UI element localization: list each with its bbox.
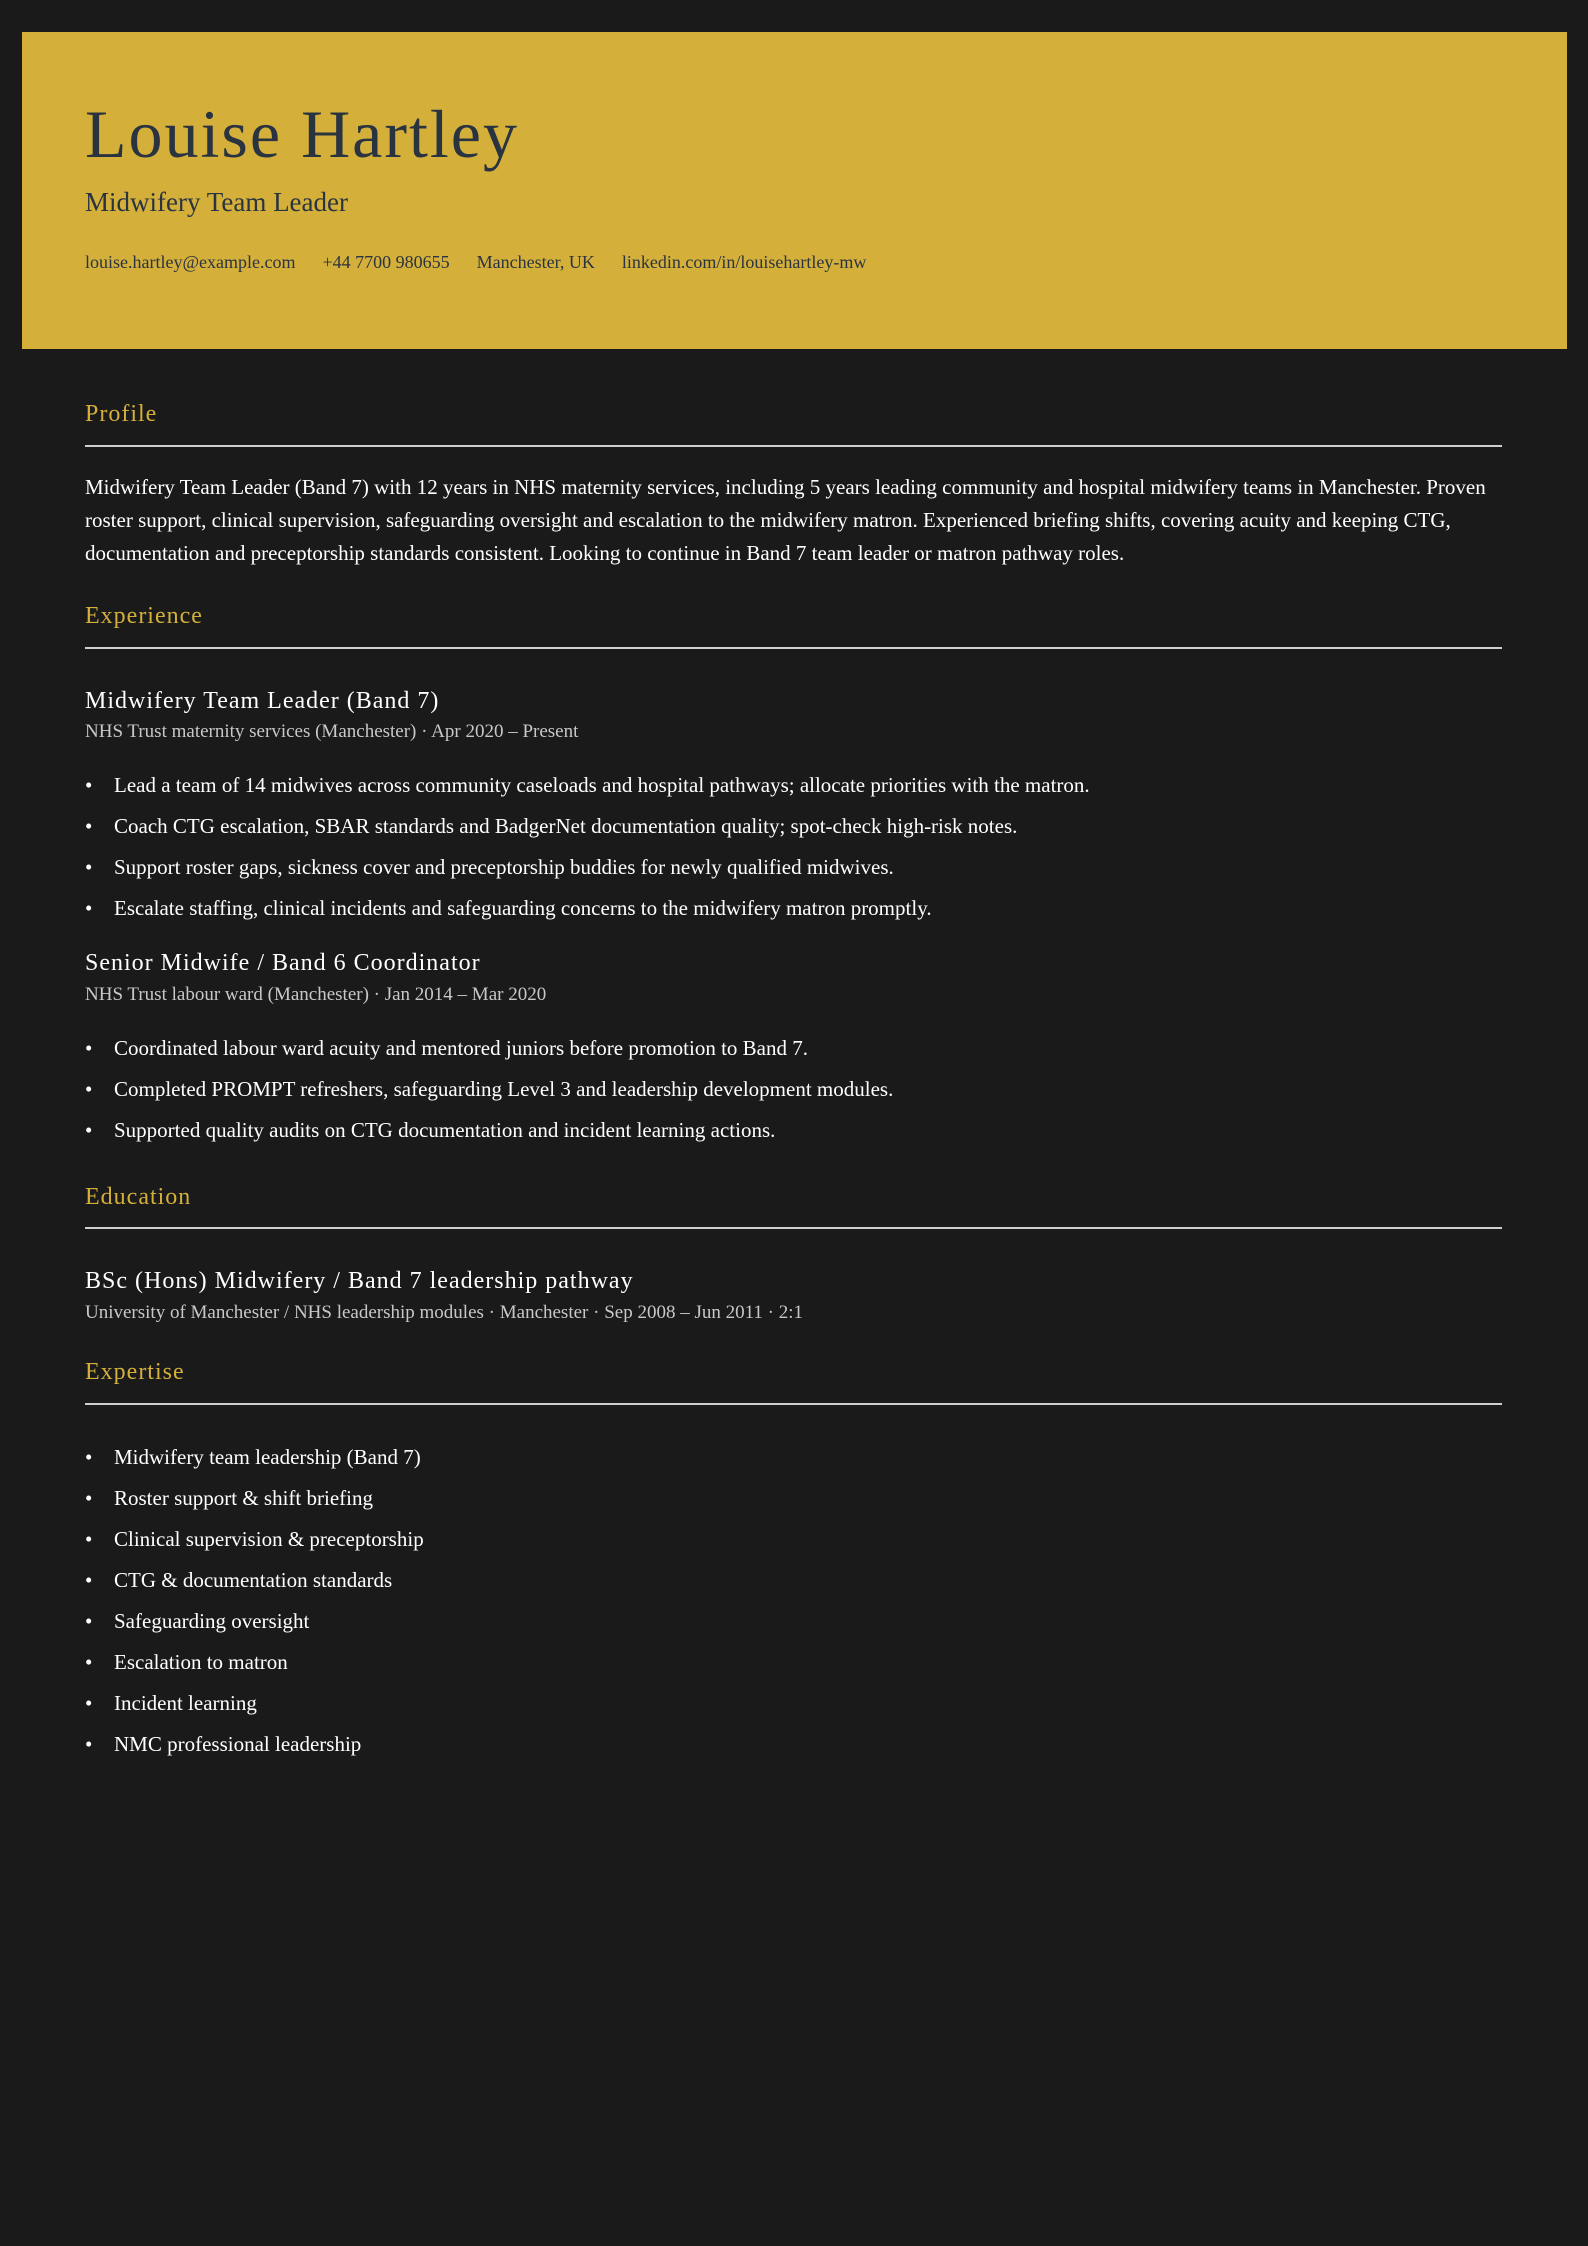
expertise-section <box>85 1358 1502 1765</box>
expertise-item: • Midwifery team leadership (Band 7) <box>85 1437 1502 1478</box>
job-title: Senior Midwife / Band 6 Coordinator <box>85 950 481 977</box>
expertise-item: • Escalation to matron <box>85 1642 1502 1683</box>
job-bullet: • Supported quality audits on CTG documentation and incident learning actions. <box>85 1110 1502 1151</box>
expertise-item: • Clinical supervision & preceptorship <box>85 1519 1502 1560</box>
job-bullets <box>85 765 1502 929</box>
job-bullet: • Escalate staffing, clinical incidents and safeguarding concerns to the midwifery matron promptly. <box>85 888 1502 929</box>
section-title-expertise: Expertise <box>85 1358 185 1385</box>
candidate-role: Midwifery Team Leader <box>85 187 348 217</box>
contact-phone: +44 7700 980655 <box>322 252 450 272</box>
job-bullet: • Completed PROMPT refreshers, safeguarding Level 3 and leadership development modules. <box>85 1069 1502 1110</box>
expertise-item: • Incident learning <box>85 1683 1502 1724</box>
degree-title: BSc (Hons) Midwifery / Band 7 leadership pathway <box>85 1268 634 1295</box>
job-entry <box>85 949 1502 1150</box>
experience-section <box>85 602 1502 1151</box>
job-meta: NHS Trust maternity services (Manchester) · Apr 2020 – Present <box>85 721 579 743</box>
candidate-name: Louise Hartley <box>85 96 519 172</box>
section-divider <box>85 647 1502 649</box>
contact-location: Manchester, UK <box>476 252 595 272</box>
section-title-profile: Profile <box>85 401 158 427</box>
contact-list <box>85 252 866 273</box>
section-divider <box>85 1227 1502 1229</box>
section-title-education: Education <box>85 1183 192 1210</box>
contact-linkedin: linkedin.com/in/louisehartley-mw <box>621 252 867 272</box>
job-bullet: • Lead a team of 14 midwives across community caseloads and hospital pathways; allocate priorities with the matron. <box>85 765 1502 806</box>
job-bullet: • Coordinated labour ward acuity and mentored juniors before promotion to Band 7. <box>85 1028 1502 1069</box>
job-bullet: • Support roster gaps, sickness cover and preceptorship buddies for newly qualified midwives. <box>85 847 1502 888</box>
profile-section <box>85 400 1502 570</box>
expertise-item: • Roster support & shift briefing <box>85 1478 1502 1519</box>
job-entry <box>85 687 1502 929</box>
education-section <box>85 1183 1502 1326</box>
resume-body <box>85 400 1502 1765</box>
resume-header <box>22 32 1567 349</box>
job-bullet: • Coach CTG escalation, SBAR standards and BadgerNet documentation quality; spot-check high-risk notes. <box>85 806 1502 847</box>
contact-email: louise.hartley@example.com <box>85 252 296 272</box>
job-title: Midwifery Team Leader (Band 7) <box>85 687 440 714</box>
job-meta: NHS Trust labour ward (Manchester) · Jan 2014 – Mar 2020 <box>85 983 547 1005</box>
profile-summary: Midwifery Team Leader (Band 7) with 12 years in NHS maternity services, including 5 years leading community and hospital midwifery teams in Manchester. Proven roster support, clinical supervision, safeguarding oversight and escalation to the midwifery matron. Experienced briefing shifts, covering acuity and keeping CTG, documentation and preceptorship standards consistent. Looking to continue in Band 7 team leader or matron pathway roles. <box>85 474 1486 565</box>
expertise-item: • NMC professional leadership <box>85 1724 1502 1765</box>
expertise-item: • Safeguarding oversight <box>85 1601 1502 1642</box>
job-bullets <box>85 1028 1502 1151</box>
section-divider <box>85 1403 1502 1405</box>
section-title-experience: Experience <box>85 602 203 629</box>
expertise-item: • CTG & documentation standards <box>85 1560 1502 1601</box>
section-divider <box>85 445 1502 447</box>
education-meta: University of Manchester / NHS leadership modules · Manchester · Sep 2008 – Jun 2011 · 2:1 <box>85 1302 803 1324</box>
education-entry <box>85 1267 1502 1325</box>
expertise-list <box>85 1437 1502 1765</box>
